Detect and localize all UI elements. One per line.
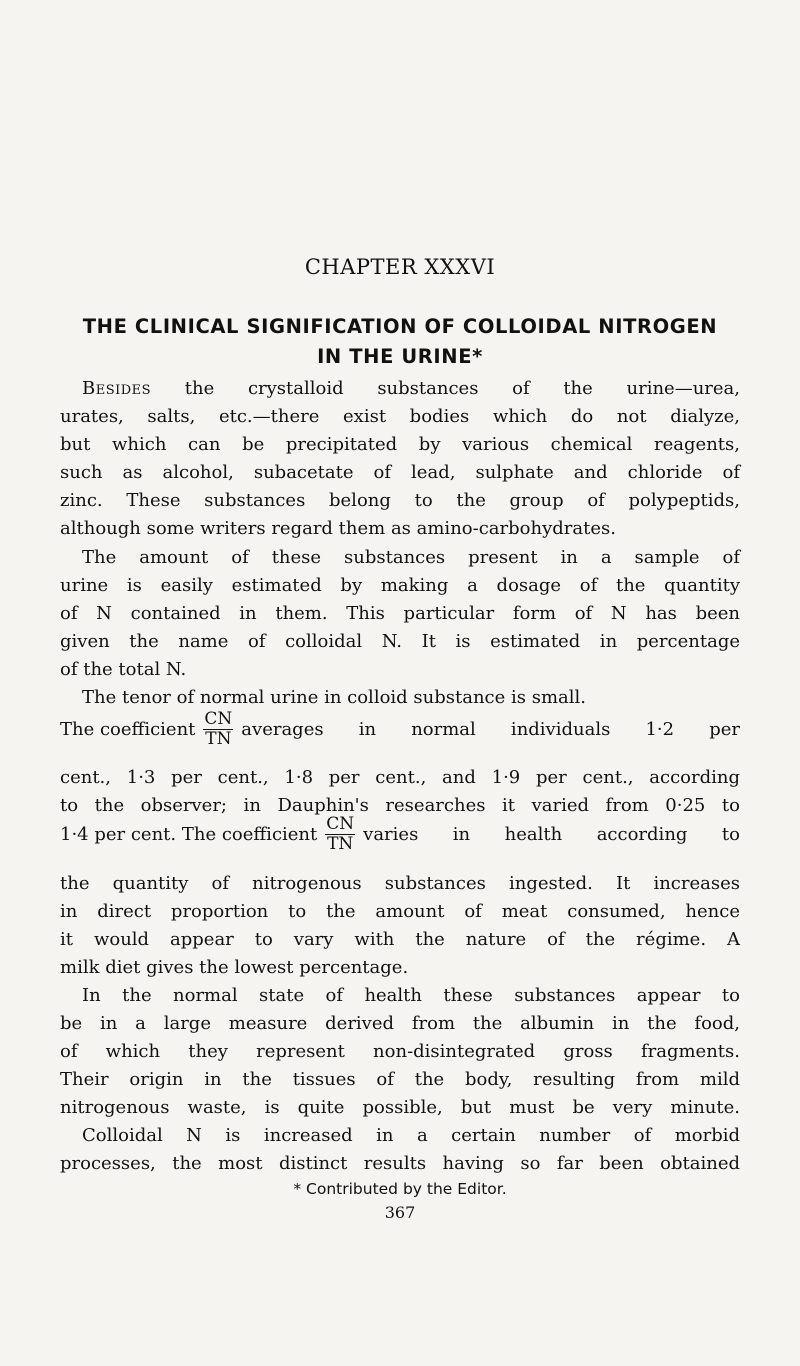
chapter-title <box>60 312 740 372</box>
text-line: zinc. These substances belong to the group of polypeptids, <box>60 490 740 511</box>
text-line: The tenor of normal urine in colloid substance is small. <box>82 687 586 708</box>
text-line: the quantity of nitrogenous substances ingested. It increases <box>60 873 740 894</box>
text-line: given the name of colloidal N. It is estimated in percentage <box>60 631 740 652</box>
text-line: it would appear to vary with the nature of the régime. A <box>60 929 740 950</box>
text-line: of which they represent non-disintegrated gross fragments. <box>60 1041 740 1062</box>
text-line: Colloidal N is increased in a certain number of morbid <box>82 1125 740 1146</box>
footnote: * Contributed by the Editor. <box>293 1180 507 1198</box>
text-line-with-fraction: The coefficient $\frac{CN}{TN}$ averages in normal individuals 1·2 per <box>60 709 740 749</box>
text-line: Besides the crystalloid substances of the urine—urea, <box>82 378 740 399</box>
text-line: Their origin in the tissues of the body, resulting from mild <box>60 1069 740 1090</box>
text-line: urates, salts, etc.—there exist bodies which do not dialyze, <box>60 406 740 427</box>
cn-tn-fraction: $\frac{CN}{TN}$ <box>326 814 355 854</box>
text-line-with-fraction: 1·4 per cent. The coefficient $\frac{CN}{TN}$ varies in health according to <box>60 814 740 854</box>
text-line: nitrogenous waste, is quite possible, but must be very minute. <box>60 1097 740 1118</box>
text-line: although some writers regard them as amino-carbohydrates. <box>60 518 616 539</box>
text-line: be in a large measure derived from the albumin in the food, <box>60 1013 740 1034</box>
chapter-heading: CHAPTER XXXVI <box>304 255 496 279</box>
title-line-2: IN THE URINE* <box>317 345 483 368</box>
page-number: 367 <box>384 1203 416 1222</box>
text-line: processes, the most distinct results having so far been obtained <box>60 1153 740 1174</box>
text-line: In the normal state of health these substances appear to <box>82 985 740 1006</box>
text-line: in direct proportion to the amount of meat consumed, hence <box>60 901 740 922</box>
title-line-1: THE CLINICAL SIGNIFICATION OF COLLOIDAL NITROGEN <box>82 315 718 338</box>
text-line: to the observer; in Dauphin's researches it varied from 0·25 to <box>60 795 740 816</box>
text-line: of N contained in them. This particular form of N has been <box>60 603 740 624</box>
cn-tn-fraction: $\frac{CN}{TN}$ <box>204 709 233 749</box>
drop-word: Besides <box>82 378 152 399</box>
text-line: The amount of these substances present in a sample of <box>82 547 740 568</box>
text-line: but which can be precipitated by various chemical reagents, <box>60 434 740 455</box>
text-line: urine is easily estimated by making a dosage of the quantity <box>60 575 740 596</box>
text-line: of the total N. <box>60 659 187 680</box>
text-line: such as alcohol, subacetate of lead, sulphate and chloride of <box>60 462 740 483</box>
text-line: milk diet gives the lowest percentage. <box>60 957 409 978</box>
text-line: cent., 1·3 per cent., 1·8 per cent., and 1·9 per cent., according <box>60 767 740 788</box>
